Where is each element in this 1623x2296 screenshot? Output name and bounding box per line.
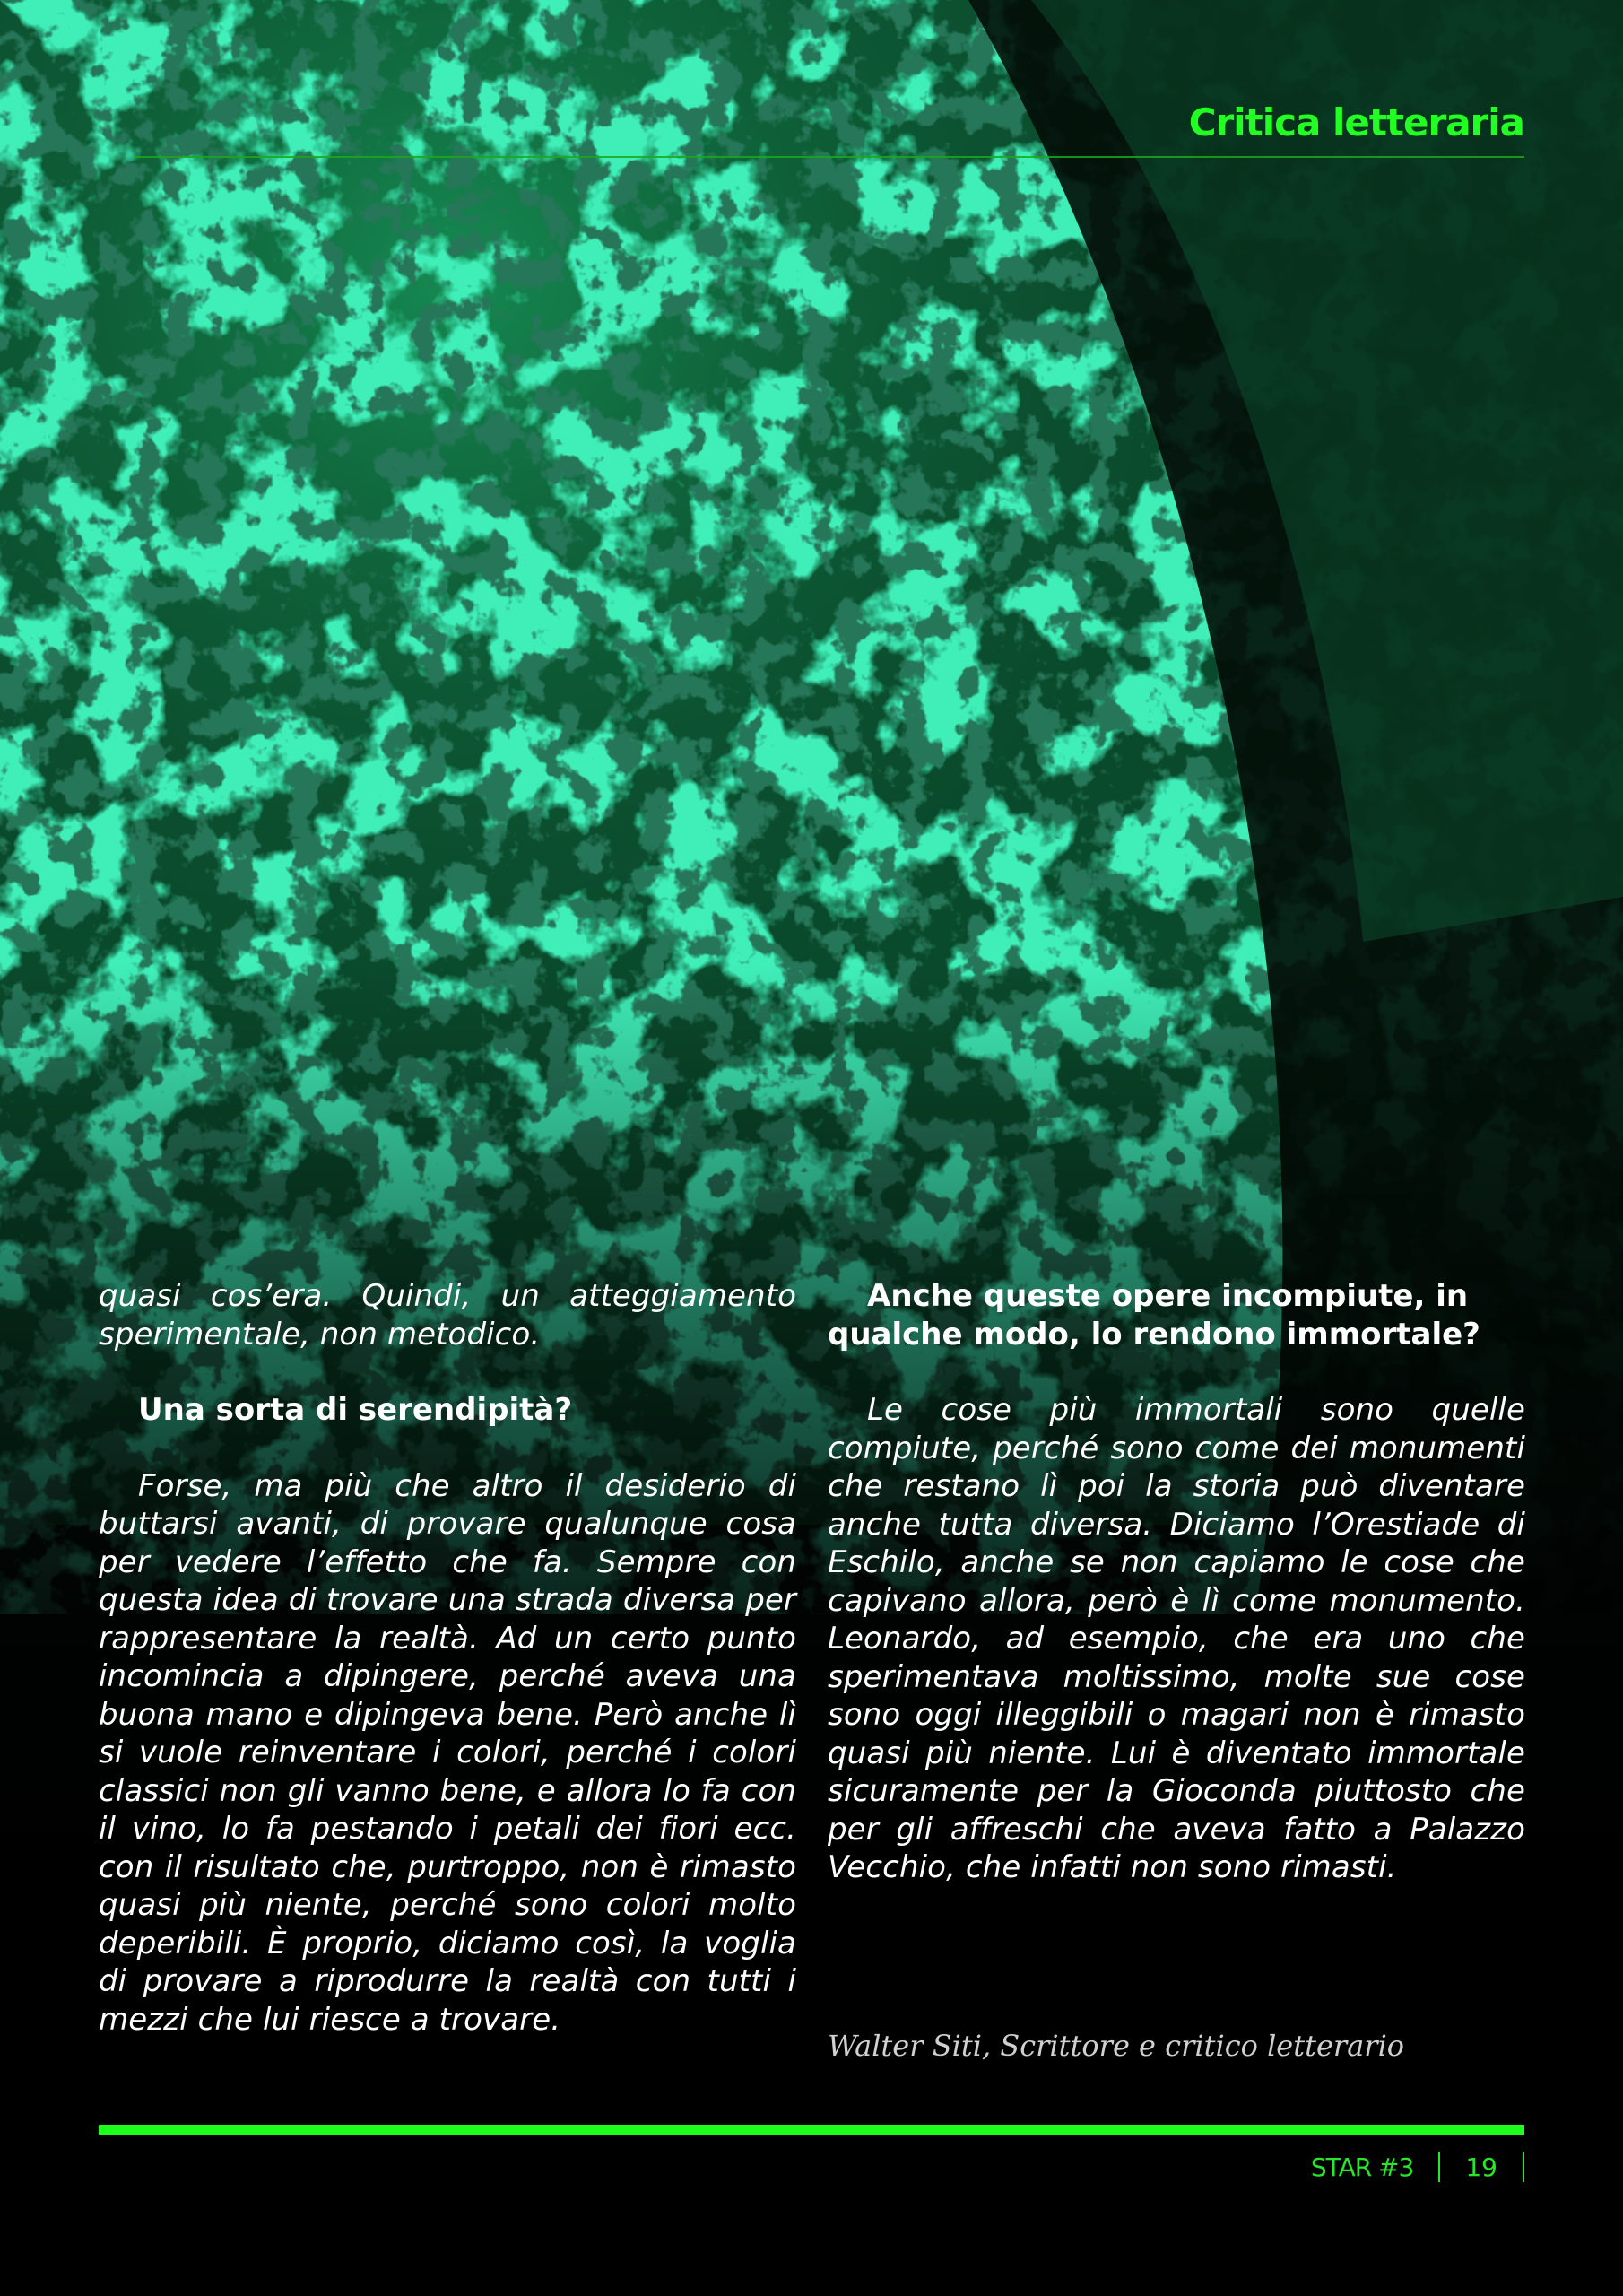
page-number: 19 bbox=[1465, 2152, 1497, 2182]
magazine-issue: STAR #3 bbox=[1310, 2152, 1414, 2182]
interview-question: Una sorta di serendipità? bbox=[138, 1392, 573, 1428]
left-column bbox=[99, 1277, 796, 2039]
footer-divider bbox=[1523, 2152, 1524, 2182]
footer-rule bbox=[99, 2125, 1524, 2135]
page-footer bbox=[1311, 2152, 1524, 2182]
footer-divider bbox=[1438, 2152, 1440, 2182]
interview-answer: Forse, ma più che altro il desiderio di buttarsi avanti, di provare qualunque cosa per vedere l’effetto che fa. Sempre con questa idea di trovare una strada diversa per rappresentare la realtà. Ad un certo punto incomincia a dipingere, perché aveva una buona mano e dipingeva bene. Però anche lì si vuole reinventare i colori, perché i colori classici non gli vanno bene, e allora lo fa con il vino, lo fa pestando i petali dei fiori ecc. con il risultato che, purtroppo, non è rimasto quasi più niente, perché sono colori molto deperibili. È proprio, diciamo così, la voglia di provare a riprodurre la realtà con tutti i mezzi che lui riesce a trovare. bbox=[99, 1467, 796, 2038]
answer-continuation: quasi cos’era. Quindi, un atteggiamento sperimentale, non metodico. bbox=[99, 1278, 796, 1352]
right-column bbox=[828, 1277, 1525, 1887]
interview-answer: Le cose più immortali sono quelle compiute, perché sono come dei monumenti che restano lì poi la storia può diventare anche tutta diversa. Diciamo l’Orestiade di Eschilo, anche se non capiamo le cose che capivano allora, però è lì come monumento. Leonardo, ad esempio, che era uno che sperimentava moltissimo, molte sue cose sono oggi illeggibili o magari non è rimasto quasi più niente. Lui è diventato immortale sicuramente per la Gioconda piuttosto che per gli affreschi che aveva fatto a Palazzo Vecchio, che infatti non sono rimasti. bbox=[828, 1392, 1525, 1885]
header-rule bbox=[135, 156, 1524, 158]
section-title: Critica letteraria bbox=[1188, 100, 1524, 144]
author-signature: Walter Siti, Scrittore e critico letterario bbox=[828, 2029, 1405, 2063]
interview-question: Anche queste opere incompiute, in qualche modo, lo rendono immortale? bbox=[828, 1278, 1480, 1352]
